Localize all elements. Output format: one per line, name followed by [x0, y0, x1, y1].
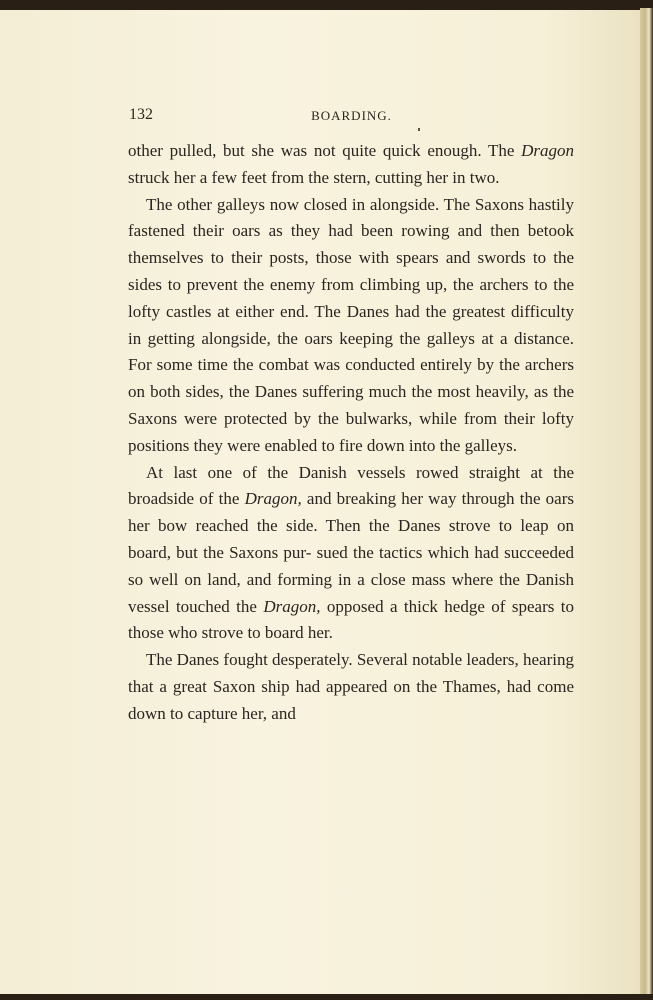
print-speck	[418, 128, 420, 131]
paragraph	[128, 460, 574, 648]
text-segment: The Danes fought desperately. Several notable leaders, hearing that a great Saxon ship had appeared on the Thames, had come down to capture her, and	[128, 650, 574, 723]
ship-name: Dragon,	[263, 596, 321, 616]
text-segment: opposed a thick hedge of spears to those who strove to board her.	[128, 596, 574, 643]
paragraph	[128, 138, 574, 192]
ship-name: Dragon	[521, 141, 574, 160]
text-segment: other pulled, but she was not quite quick enough. The	[128, 141, 522, 160]
paragraph	[128, 192, 574, 460]
page-number: 132	[129, 106, 153, 123]
text-segment: At last one of the Danish vessels rowed straight at the broadside of the	[128, 462, 574, 509]
text-segment: struck her a few feet from the stern, cutting her in two.	[128, 167, 500, 187]
page-edge-right	[640, 8, 653, 998]
page-edge-bottom	[0, 994, 653, 1000]
body-text	[128, 138, 574, 728]
text-segment: The other galleys now closed in alongside. The Saxons hastily fastened their oars as they had been rowing and then betook themselves to their posts, those with spears and swords to the sides to prevent the enemy from climbing up, the archers to the lofty castles at either end. The Danes had the greatest difficulty in getting alongside, the oars keeping the galleys at a distance. For some time the combat was conducted entirely by the archers on both sides, the Danes suffering much the most heavily, as the Saxons were protected by the bulwarks, while from their lofty positions they were enabled to fire down into the galleys.	[128, 194, 574, 455]
paragraph	[128, 647, 574, 727]
running-head: BOARDING.	[311, 108, 392, 123]
page-header	[129, 106, 574, 128]
text-segment: and breaking her way through the oars her bow reached the side. Then the Danes strove to leap on board, but the Saxons pur- sued the tactics which had succeeded so well on land, and forming in a close mass where the Danish vessel touched the	[128, 489, 574, 616]
ship-name: Dragon,	[244, 489, 302, 509]
